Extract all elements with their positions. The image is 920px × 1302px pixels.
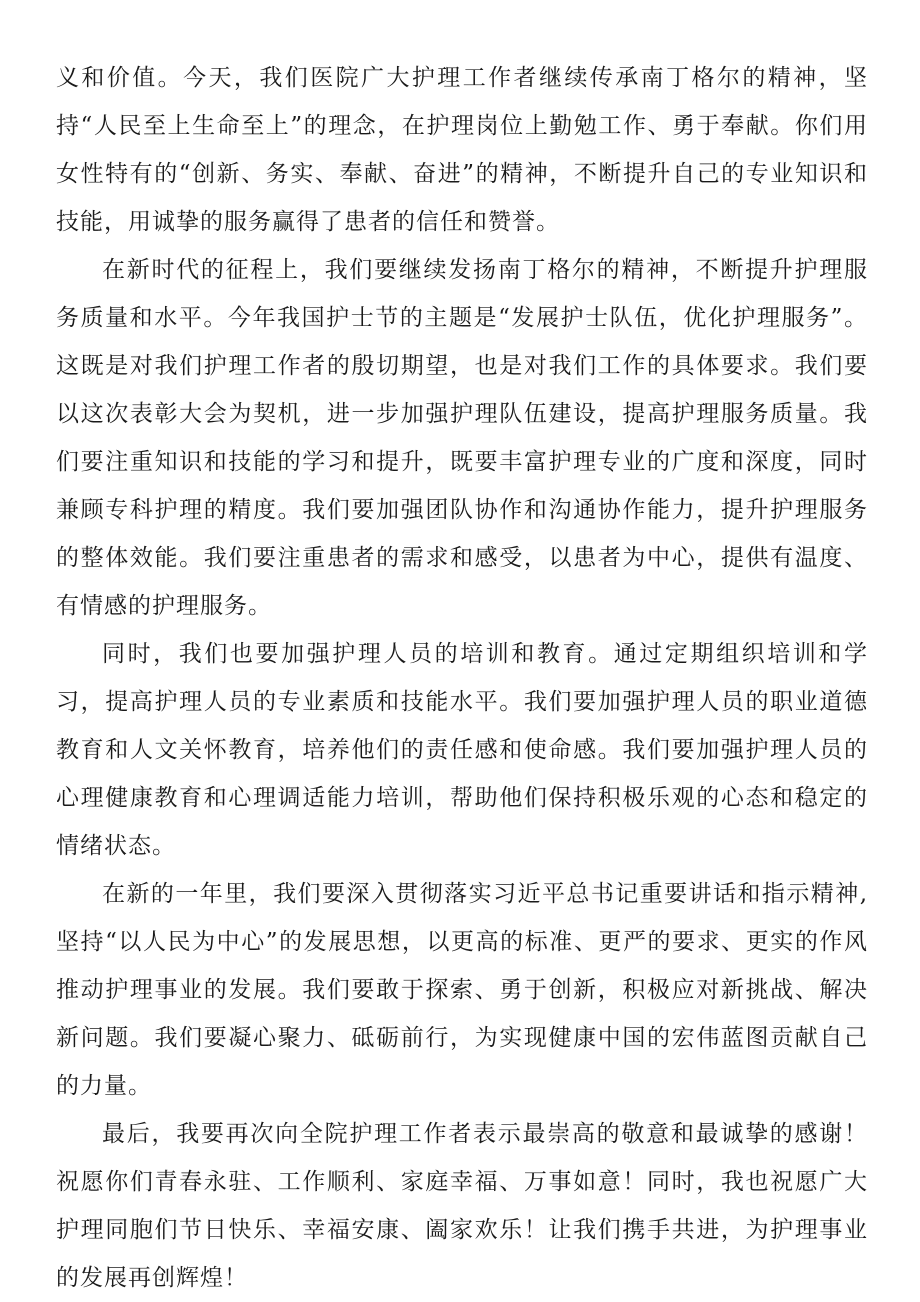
paragraph-training: 同时，我们也要加强护理人员的培训和教育。通过定期组织培训和学习，提高护理人员的专业素质和技能水平。我们要加强护理人员的职业道德教育和人文关怀教育，培养他们的责任感和使命感。我们要加强护理人员的心理健康教育和心理调适能力培训，帮助他们保持积极乐观的心态和稳定的情绪状态。 <box>56 641 868 859</box>
document-body <box>56 54 868 1302</box>
paragraph-closing: 最后，我要再次向全院护理工作者表示最崇高的敬意和最诚挚的感谢！祝愿你们青春永驻、工作顺利、家庭幸福、万事如意！同时，我也祝愿广大护理同胞们节日快乐、幸福安康、阖家欢乐！让我们携手共进，为护理事业的发展再创辉煌！ <box>56 1121 868 1291</box>
paragraph-new-year: 在新的一年里，我们要深入贯彻落实习近平总书记重要讲话和指示精神,坚持“以人民为中心”的发展思想，以更高的标准、更严的要求、更实的作风推动护理事业的发展。我们要敢于探索、勇于创新，积极应对新挑战、解决新问题。我们要凝心聚力、砥砺前行，为实现健康中国的宏伟蓝图贡献自己的力量。 <box>56 881 868 1099</box>
paragraph-new-era: 在新时代的征程上，我们要继续发扬南丁格尔的精神，不断提升护理服务质量和水平。今年我国护士节的主题是“发展护士队伍，优化护理服务”。这既是对我们护理工作者的殷切期望，也是对我们工作的具体要求。我们要以这次表彰大会为契机，进一步加强护理队伍建设，提高护理服务质量。我们要注重知识和技能的学习和提升，既要丰富护理专业的广度和深度，同时兼顾专科护理的精度。我们要加强团队协作和沟通协作能力，提升护理服务的整体效能。我们要注重患者的需求和感受，以患者为中心，提供有温度、有情感的护理服务。 <box>56 257 868 619</box>
paragraph-continued: 义和价值。今天，我们医院广大护理工作者继续传承南丁格尔的精神，坚持“人民至上生命至上”的理念，在护理岗位上勤勉工作、勇于奉献。你们用女性特有的“创新、务实、奉献、奋进”的精神，不断提升自己的专业知识和技能，用诚挚的服务赢得了患者的信任和赞誉。 <box>56 65 868 235</box>
